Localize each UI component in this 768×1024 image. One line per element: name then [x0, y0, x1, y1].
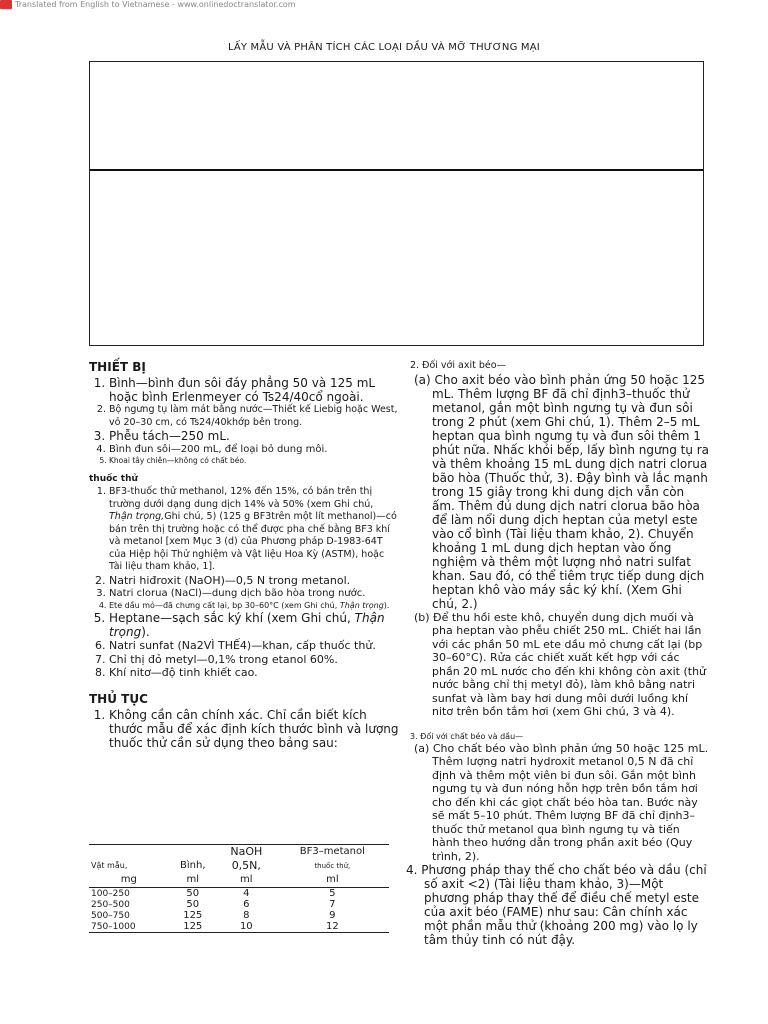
figure-divider [90, 169, 703, 171]
equipment-item: 3. Phễu tách—250 mL. [109, 429, 399, 443]
reagent-item: 3. Natri clorua (NaCl)—dung dịch bão hòa trong nước. [109, 587, 399, 600]
reagent-item: 1. BF3-thuốc thử methanol, 12% đến 15%, có bán trên thị trường dưới dạng dung dịch 14% và 50% (xem Ghi chú, Thận trọng,Ghi chú, 5) (125 g BF3trên một lít methanol)—có bán trên thị trường hoặc có thể được pha chế bằng BF3 khí và metanol [xem Mục 3 (d) của Phương pháp D-1983-64T của Hiệp hội Thử nghiệm và Vật liệu Hoa Kỳ (ASTM), hoặc Tài liệu tham khảo, 1]. [109, 486, 399, 574]
header-naoh: NaOH [230, 845, 263, 858]
table-cell: 50 [186, 888, 200, 899]
page-title: LẤY MẪU VÀ PHÂN TÍCH CÁC LOẠI DẦU VÀ MỠ THƯƠNG MẠI [228, 42, 540, 53]
procedure-list [89, 708, 399, 750]
table-row [89, 888, 389, 900]
header-naoh-conc: 0,5N, [231, 859, 261, 872]
banner-text: Translated from English to Vietnamese - www.onlinedoctranslator.com [15, 0, 296, 9]
figure-box [89, 61, 704, 346]
table-cell: 6 [243, 899, 250, 910]
right-column [406, 360, 710, 947]
table-row [89, 921, 389, 933]
equipment-list [89, 376, 399, 466]
table-row [89, 899, 389, 910]
table-cell: 125 [183, 910, 203, 921]
reagent-item: 7. Chỉ thị đỏ metyl—0,1% trong etanol 60%. [109, 653, 399, 667]
equipment-item: 4. Bình đun sôi—200 mL, để loại bỏ dung môi. [109, 443, 399, 456]
equipment-item: 2. Bộ ngưng tụ làm mát bằng nước—Thiết kế Liebig hoặc West, vỏ 20–30 cm, có Ts24/40khớp bên trong. [109, 404, 399, 429]
table-cell: 9 [329, 910, 336, 921]
table-cell: 50 [186, 899, 200, 910]
table-cell: 500–750 [91, 910, 130, 921]
section-3-heading: 3. Đối với chất béo và dầu— [410, 731, 524, 741]
section-2b: (b) Để thu hồi este khô, chuyển dung dịch muối và pha heptan vào phễu chiết 250 mL. Chiết hai lần với các phần 50 mL ete dầu mỏ chưng cất lại (bp 30–60°C). Rửa các chiết xuất kết hợp với các phần 20 mL nước cho đến khi không còn axit (thử nước bằng chỉ thị metyl đỏ), làm khô bằng natri sunfat và làm bay hơi dung môi dưới luồng khí nitơ trên bồn tắm hơi (xem Ghi chú, 3 và 4). [414, 610, 707, 718]
reagent-item: 8. Khí nitơ—độ tinh khiết cao. [109, 666, 399, 680]
section-4: 4. Phương pháp thay thế cho chất béo và dầu (chỉ số axit <2) (Tài liệu tham khảo, 3)—Một phương pháp thay thế để điều chế metyl este của axit béo (FAME) như sau: Cân chính xác một phần mẫu thử (khoảng 200 mg) vào lọ ly tâm thủy tinh có nút đậy. [406, 863, 707, 947]
left-column [89, 360, 399, 750]
section-2a: (a) Cho axit béo vào bình phản ứng 50 hoặc 125 mL. Thêm lượng BF đã chỉ định3–thuốc thử metanol, gắn một bình ngưng tụ và đun sôi trong 2 phút (xem Ghi chú, 1). Thêm 2–5 mL heptan qua bình ngưng tụ và đun sôi thêm 1 phút nữa. Nhấc khỏi bếp, lấy bình ngưng tụ ra và thêm khoảng 15 mL dung dịch natri clorua bão hòa (Thuốc thử, 3). Đậy bình và lắc mạnh trong 15 giây trong khi dung dịch vẫn còn ấm. Thêm đủ dung dịch natri clorua bão hòa để làm nổi dung dịch heptan của metyl este vào cổ bình (Tài liệu tham khảo, 2). Chuyển khoảng 1 mL dung dịch heptan vào ống nghiệm và thêm một lượng nhỏ natri sulfat khan. Sau đó, có thể tiêm trực tiếp dung dịch heptan khô vào máy sắc ký khí. (Xem Ghi chú, 2.) [414, 372, 710, 611]
unit-ml: ml [276, 873, 389, 888]
procedure-heading: THỦ TỤC [89, 691, 148, 706]
equipment-item: 5. Khoai tây chiên—không có chất béo. [109, 456, 399, 466]
reagent-table [89, 844, 389, 933]
table-header-row-top [89, 845, 389, 860]
table-cell: 10 [239, 921, 253, 932]
table-cell: 100–250 [91, 888, 130, 899]
unit-mg: mg [89, 873, 169, 888]
header-reagent: thuốc thử, [314, 862, 351, 870]
table-cell: 250–500 [91, 899, 130, 910]
reagent-item: 4. Ete dầu mỏ—đã chưng cất lại, bp 30–60°C (xem Ghi chú, Thận trọng). [109, 600, 399, 611]
table-cell: 12 [325, 921, 339, 932]
table-cell: 5 [329, 888, 336, 899]
header-bf3: BF3–metanol [299, 846, 365, 857]
unit-ml: ml [169, 873, 217, 888]
table-header-row-unit [89, 873, 389, 888]
reagents-list [89, 486, 399, 680]
procedure-item: 1. Không cần cân chính xác. Chỉ cần biết kích thước mẫu để xác định kích thước bình và lượng thuốc thử cần sử dụng theo bảng sau: [109, 708, 399, 750]
reagents-heading: thuốc thử [89, 474, 138, 484]
section-2-heading: 2. Đối với axit béo— [410, 360, 507, 371]
header-sample: Vật mẫu, [91, 861, 128, 870]
reagent-item: 2. Natri hiđroxit (NaOH)—0,5 N trong metanol. [109, 574, 399, 588]
table-cell: 4 [243, 888, 250, 899]
table-cell: 7 [329, 899, 336, 910]
table-cell: 125 [183, 921, 203, 932]
table-cell: 8 [243, 910, 250, 921]
table-cell: 750–1000 [91, 921, 136, 932]
section-3a: (a) Cho chất béo vào bình phản ứng 50 hoặc 125 mL. Thêm lượng natri hydroxit metanol 0,5 N đã chỉ định và thêm một viên bi đun sôi. Gắn một bình ngưng tụ và đun nóng hỗn hợp trên bồn tắm hơi cho đến khi các giọt chất béo hòa tan. Bước này sẽ mất 5–10 phút. Thêm lượng BF đã chỉ định3–thuốc thử metanol qua bình ngưng tụ và tiến hành theo hướng dẫn trong phần axit béo (Quy trình, 2). [414, 741, 709, 863]
translator-logo-icon [0, 0, 12, 9]
header-flask: Bình, [180, 860, 206, 871]
reagent-item: 6. Natri sunfat (Na2VÌ THẾ4)—khan, cấp thuốc thử. [109, 639, 399, 653]
equipment-item: 1. Bình—bình đun sôi đáy phẳng 50 và 125 mL hoặc bình Erlenmeyer có Ts24/40cổ ngoài. [109, 376, 399, 404]
equipment-heading: THIẾT BỊ [89, 360, 146, 374]
unit-ml: ml [217, 873, 276, 888]
table-row [89, 910, 389, 921]
reagent-item: 5. Heptane—sạch sắc ký khí (xem Ghi chú, Thận trọng). [109, 611, 399, 639]
table-header-row-mid [89, 859, 389, 873]
translation-banner[interactable] [0, 0, 296, 9]
